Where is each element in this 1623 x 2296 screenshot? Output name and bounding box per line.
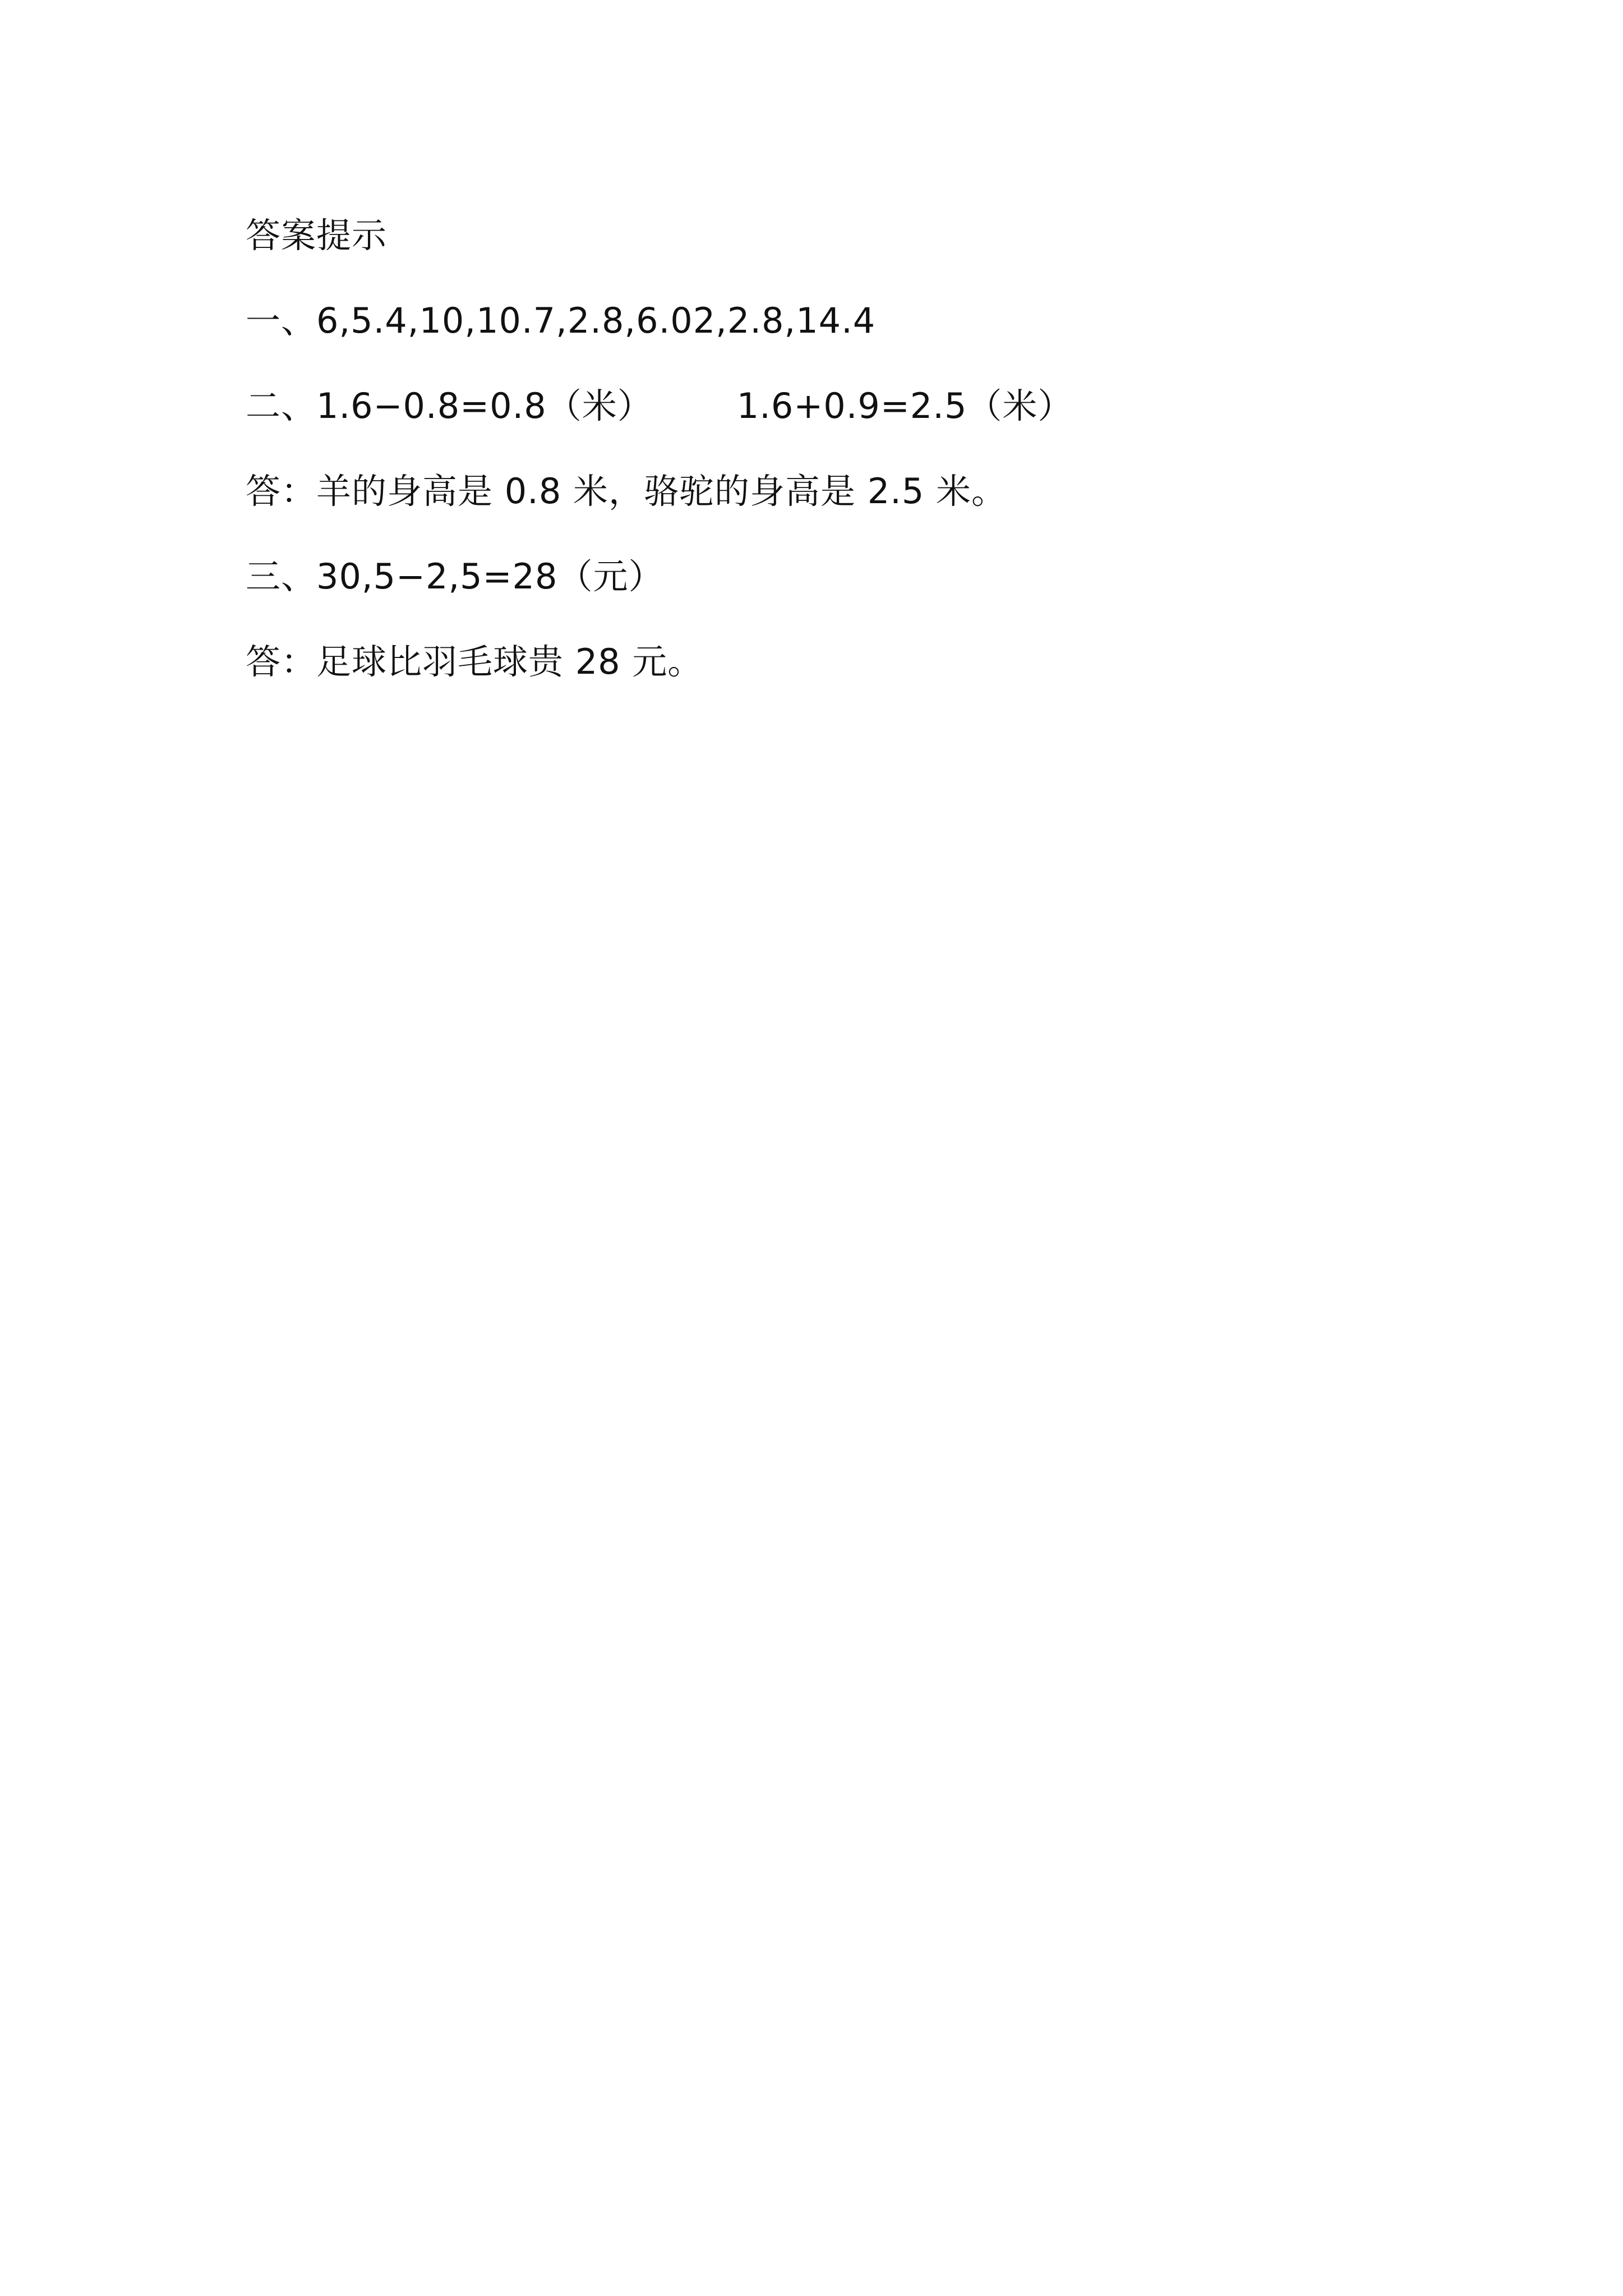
answer-section-3: 三、30,5−2,5=28（元） (246, 556, 664, 597)
equation-2: 1.6+0.9=2.5（米） (736, 385, 1073, 426)
answer-statement-3: 答：足球比羽毛球贵 28 元。 (246, 641, 703, 682)
page-title: 答案提示 (246, 215, 388, 256)
answer-section-2 (246, 384, 1423, 429)
answer-statement-2: 答：羊的身高是 0.8 米，骆驼的身高是 2.5 米。 (246, 471, 1007, 512)
answer-section-1: 一、6,5.4,10,10.7,2.8,6.02,2.8,14.4 (246, 300, 876, 341)
equation-1: 二、1.6−0.8=0.8（米） (246, 385, 653, 426)
answer-hints (246, 213, 1423, 725)
